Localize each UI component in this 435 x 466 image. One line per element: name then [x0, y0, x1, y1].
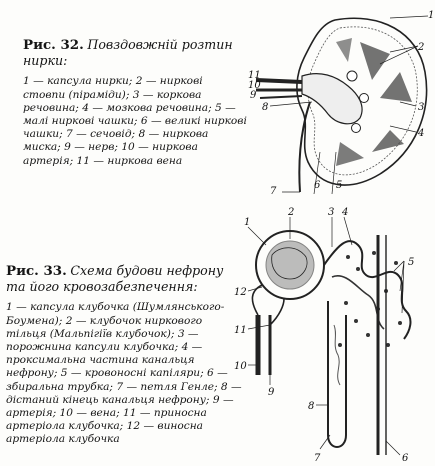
figure-32-title: Повздовжній розтин нирки: — [23, 37, 233, 69]
nephron-callout-12: 12 — [234, 287, 247, 298]
nephron-callout-5: 5 — [408, 257, 415, 268]
nephron-callout-3: 3 — [328, 207, 335, 218]
nephron-callout-4: 4 — [342, 207, 349, 218]
nephron-callout-8: 8 — [308, 401, 315, 412]
figure-32-caption — [23, 37, 248, 168]
figure-33-legend: 1 — капсула клубочка (Шумлянського-Боумена); 2 — клубочок ниркового тільця (Мальпігіїв клубочок); 3 — порожнина капсули клубочка; 4 — проксимальна частина канальця нефрону; 5 — кровоносні капіляри; 6 — збиральна трубка; 7 — петля Генле; 8 — дістаний кінець канальця нефрону; 9 — артерія; 10 — вена; 11 — приносна артеріола клубочка; 12 — виносна артеріола клубочка — [6, 301, 242, 446]
figure-33-caption — [6, 263, 242, 447]
nephron-callout-9: 9 — [268, 387, 275, 398]
kidney-callout-1: 1 — [428, 10, 435, 21]
kidney-callout-9: 9 — [250, 90, 257, 101]
kidney-callout-7: 7 — [270, 186, 277, 197]
nephron-illustration — [228, 205, 435, 466]
nephron-callout-6: 6 — [402, 453, 409, 464]
nephron-callout-1: 1 — [244, 217, 251, 228]
figure-33-title: Схема будови нефрону та його кровозабезпечення: — [6, 263, 224, 295]
kidney-callout-4: 4 — [418, 128, 425, 139]
nephron-callout-7: 7 — [314, 453, 321, 464]
kidney-callout-10: 10 — [248, 80, 261, 91]
figure-32-title-block — [23, 37, 248, 69]
figure-33-title-block — [6, 263, 242, 295]
kidney-callout-6: 6 — [314, 180, 321, 191]
kidney-callout-2: 2 — [418, 42, 425, 53]
nephron-callout-2: 2 — [288, 207, 295, 218]
nephron-callout-11: 11 — [234, 325, 247, 336]
figure-32-legend: 1 — капсула нирки; 2 — ниркові стовпи (піраміди); 3 — коркова речовина; 4 — мозкова речовина; 5 — малі ниркові чашки; 6 — великі ниркові чашки; 7 — сечовід; 8 — ниркова миска; 9 — нерв; 10 — ниркова артерія; 11 — ниркова вена — [23, 75, 247, 167]
figure-32-number: Рис. 32. — [23, 37, 84, 53]
nephron-callout-10: 10 — [234, 361, 247, 372]
figure-33-number: Рис. 33. — [6, 263, 67, 279]
kidney-callout-5: 5 — [336, 180, 343, 191]
kidney-section-illustration — [240, 2, 435, 202]
kidney-callout-8: 8 — [262, 102, 269, 113]
kidney-callout-11: 11 — [248, 70, 261, 81]
kidney-callout-3: 3 — [418, 102, 425, 113]
